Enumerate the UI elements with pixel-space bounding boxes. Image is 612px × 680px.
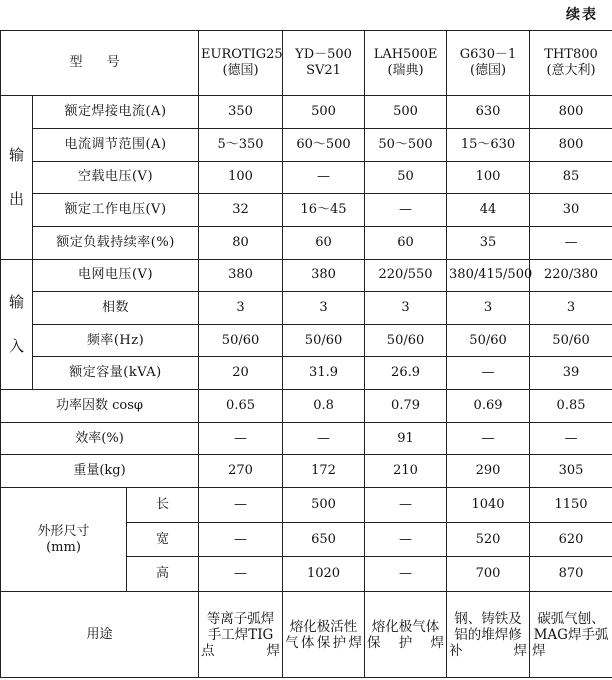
value-cell: 39 [530,357,612,390]
model-header: THT800 (意大利) [530,31,612,96]
value-cell: — [199,522,283,557]
value-cell: 3 [447,292,530,325]
value-cell: 50/60 [199,324,283,357]
param-label: 功率因数 cosφ [1,390,199,423]
value-cell: 700 [447,557,530,592]
value-cell: 50/60 [530,324,612,357]
value-cell: — [199,487,283,522]
value-cell: 0.65 [199,390,283,423]
value-cell: 500 [365,96,447,129]
type-header: 型 号 [1,31,199,96]
value-cell: 20 [199,357,283,390]
dimension-axis: 宽 [127,522,199,557]
model-header: YD－500 SV21 [283,31,365,96]
dimension-row [1,487,612,522]
param-label: 额定负载持续率(%) [33,226,199,259]
value-cell: 520 [447,522,530,557]
model-header: LAH500E (瑞典) [365,31,447,96]
param-label: 相数 [33,292,199,325]
output-row [1,194,612,227]
value-cell: 35 [447,226,530,259]
welder-spec-table [0,30,612,678]
value-cell: — [530,422,612,455]
value-cell: 50/60 [365,324,447,357]
value-cell: 172 [283,455,365,488]
usage-cell: 碳弧气刨、MAG焊手弧焊 [530,592,612,678]
value-cell: 60 [283,226,365,259]
value-cell: — [447,422,530,455]
value-cell: 50～500 [365,128,447,161]
param-label: 重量(kg) [1,455,199,488]
value-cell: 800 [530,128,612,161]
value-cell: 91 [365,422,447,455]
value-cell: 50/60 [283,324,365,357]
value-cell: — [447,357,530,390]
value-cell: 1150 [530,487,612,522]
usage-cell: 熔化极气体保护焊 [365,592,447,678]
value-cell: 5～350 [199,128,283,161]
dimension-axis: 长 [127,487,199,522]
output-row [1,226,612,259]
value-cell: 50/60 [447,324,530,357]
usage-row [1,592,612,678]
value-cell: 500 [283,487,365,522]
value-cell: 870 [530,557,612,592]
param-label: 空载电压(V) [33,161,199,194]
value-cell: — [199,557,283,592]
param-label: 额定容量(kVA) [33,357,199,390]
value-cell: 380/415/500 [447,259,530,292]
value-cell: 3 [283,292,365,325]
usage-cell: 熔化极活性气体保护焊 [283,592,365,678]
spec-body [1,31,612,678]
single-row [1,422,612,455]
model-header: EUROTIG25 (德国) [199,31,283,96]
value-cell: 210 [365,455,447,488]
value-cell: 60～500 [283,128,365,161]
value-cell: 100 [447,161,530,194]
usage-cell: 等离子弧焊手工焊TIG点焊 [199,592,283,678]
param-label: 效率(%) [1,422,199,455]
value-cell: 31.9 [283,357,365,390]
value-cell: 0.69 [447,390,530,423]
param-label: 频率(Hz) [33,324,199,357]
header-row [1,31,612,96]
value-cell: 3 [199,292,283,325]
value-cell: 85 [530,161,612,194]
value-cell: — [283,161,365,194]
output-row [1,128,612,161]
input-row [1,259,612,292]
value-cell: 44 [447,194,530,227]
value-cell: 3 [530,292,612,325]
value-cell: — [365,487,447,522]
param-label: 额定工作电压(V) [33,194,199,227]
value-cell: 1020 [283,557,365,592]
value-cell: — [199,422,283,455]
model-header: G630－1 (德国) [447,31,530,96]
output-group-label: 输 出 [1,96,33,259]
value-cell: — [530,226,612,259]
value-cell: 0.79 [365,390,447,423]
value-cell: — [365,557,447,592]
usage-cell: 钢、铸铁及铝的堆焊修补焊 [447,592,530,678]
value-cell: 15～630 [447,128,530,161]
value-cell: — [365,194,447,227]
param-label: 额定焊接电流(A) [33,96,199,129]
value-cell: 32 [199,194,283,227]
value-cell: 290 [447,455,530,488]
input-row [1,324,612,357]
output-row [1,161,612,194]
value-cell: 1040 [447,487,530,522]
input-row [1,292,612,325]
single-row [1,455,612,488]
value-cell: 220/380 [530,259,612,292]
param-label: 用途 [1,592,199,678]
value-cell: 0.85 [530,390,612,423]
value-cell: 380 [283,259,365,292]
dimension-axis: 高 [127,557,199,592]
value-cell: 3 [365,292,447,325]
value-cell: 620 [530,522,612,557]
value-cell: 630 [447,96,530,129]
value-cell: 500 [283,96,365,129]
value-cell: 650 [283,522,365,557]
value-cell: 350 [199,96,283,129]
output-row [1,96,612,129]
value-cell: 800 [530,96,612,129]
value-cell: 305 [530,455,612,488]
value-cell: 50 [365,161,447,194]
value-cell: 60 [365,226,447,259]
dimension-label: 外形尺寸 (mm) [1,487,127,591]
param-label: 电网电压(V) [33,259,199,292]
value-cell: 220/550 [365,259,447,292]
value-cell: 380 [199,259,283,292]
single-row [1,390,612,423]
value-cell: 100 [199,161,283,194]
value-cell: — [365,522,447,557]
input-group-label: 输 入 [1,259,33,390]
table-caption: 续表 [566,7,598,23]
value-cell: 30 [530,194,612,227]
input-row [1,357,612,390]
value-cell: — [283,422,365,455]
value-cell: 16～45 [283,194,365,227]
value-cell: 26.9 [365,357,447,390]
param-label: 电流调节范围(A) [33,128,199,161]
value-cell: 0.8 [283,390,365,423]
value-cell: 270 [199,455,283,488]
value-cell: 80 [199,226,283,259]
